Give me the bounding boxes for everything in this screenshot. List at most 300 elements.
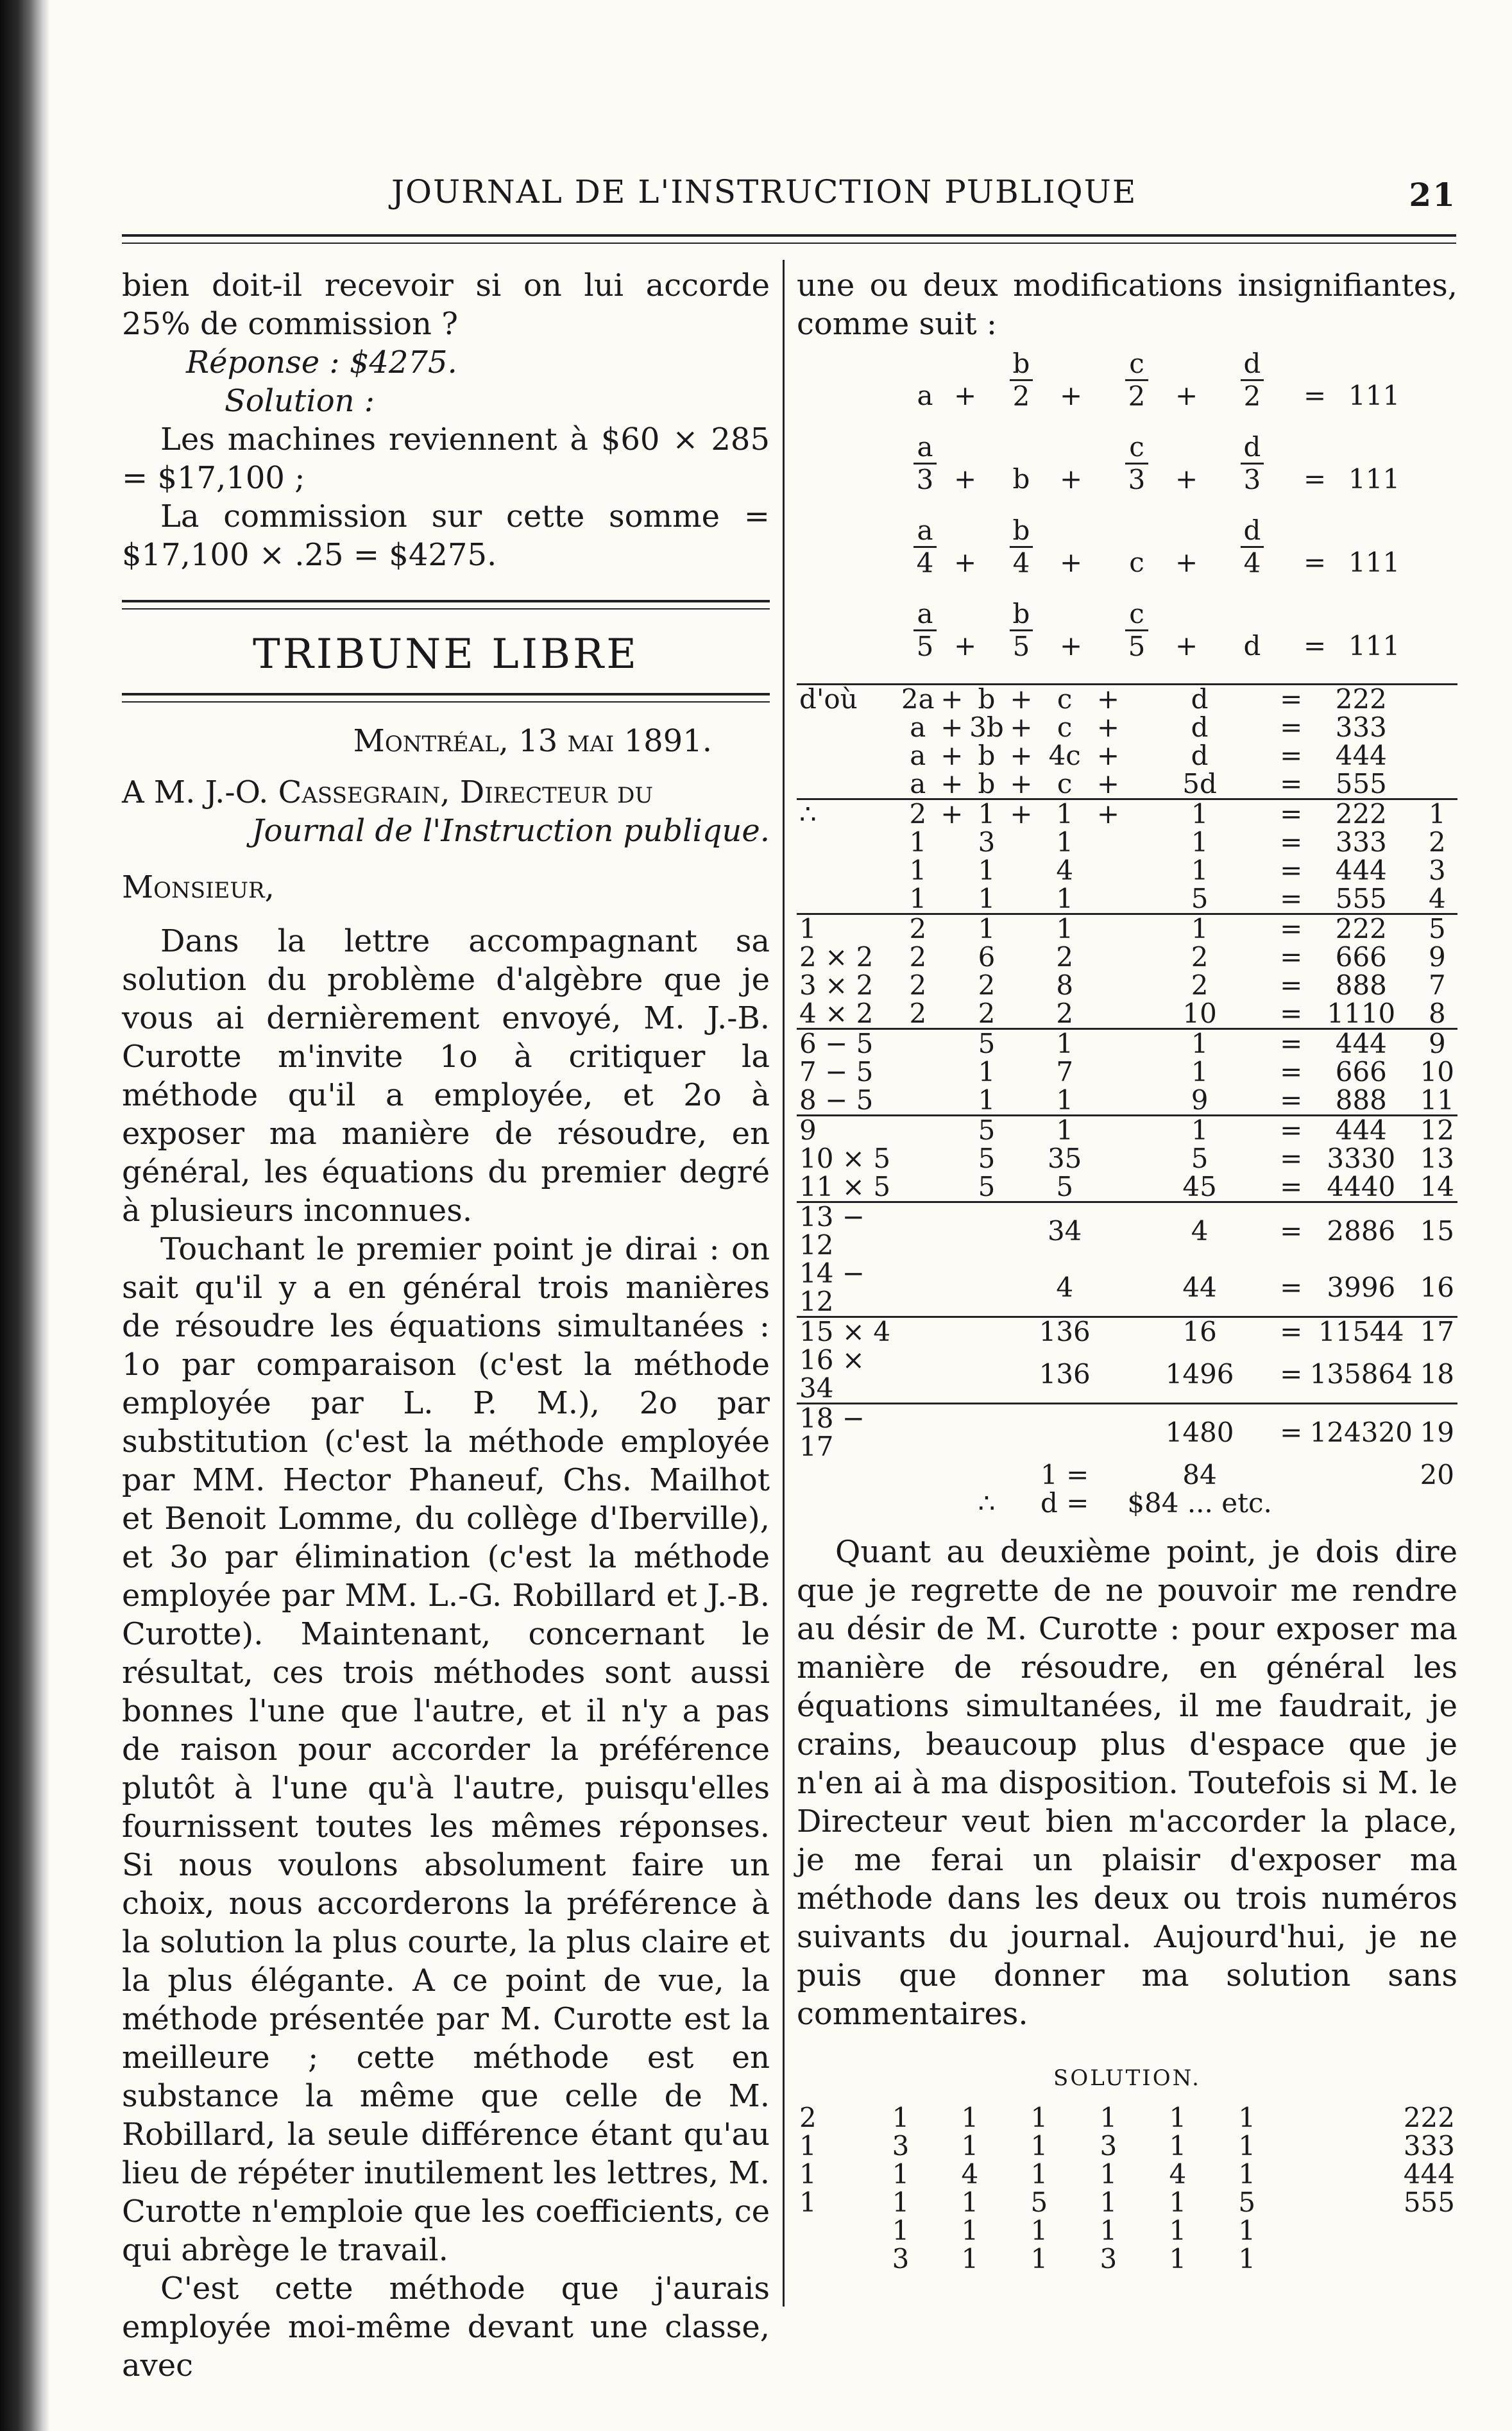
table-cell: 4	[1056, 1272, 1074, 1303]
elimination-grid	[797, 685, 1457, 1517]
plus-sign: +	[1060, 463, 1083, 495]
table-cell: 1496	[1165, 1358, 1234, 1390]
table-cell	[938, 828, 967, 857]
plus-sign: +	[1060, 630, 1083, 661]
table-cell: =	[1280, 683, 1303, 715]
table-cell: 9	[1417, 1029, 1457, 1059]
table-cell	[797, 713, 898, 742]
table-cell: 9	[1428, 941, 1446, 973]
table-cell: 7	[1428, 969, 1446, 1001]
table-cell	[1007, 1404, 1036, 1462]
table-cell: 4440	[1327, 1171, 1396, 1202]
table-cell: 5	[966, 1116, 1007, 1145]
equation-term: c 3	[1117, 433, 1156, 494]
table-cell	[1417, 770, 1457, 799]
left-column	[122, 266, 770, 2385]
table-cell: a	[910, 740, 926, 771]
table-cell	[1094, 1029, 1123, 1059]
table-cell: a	[910, 768, 926, 799]
table-cell	[1007, 1317, 1036, 1347]
table-cell	[1094, 1202, 1123, 1260]
table-cell	[938, 914, 967, 944]
table-cell	[938, 1346, 967, 1404]
plus-sign: +	[1060, 547, 1083, 578]
table-cell: 1	[909, 855, 927, 886]
table-cell: 3330	[1327, 1143, 1396, 1174]
table-cell: 12	[1417, 1116, 1457, 1145]
equation-rhs: 111	[1348, 380, 1400, 411]
solution-cell	[1282, 2245, 1457, 2273]
table-cell	[797, 742, 898, 770]
table-cell: +	[940, 683, 964, 715]
plus-sign: +	[954, 463, 977, 495]
table-cell: 5	[1417, 914, 1457, 944]
solution-cell	[1282, 2217, 1457, 2245]
table-cell	[1094, 857, 1123, 885]
address-line-2: Journal de l'Instruction publique.	[251, 813, 770, 849]
solution-row	[797, 2160, 1457, 2188]
answer-line: Réponse : $4275.	[186, 345, 457, 380]
table-cell: 1	[966, 799, 1007, 829]
table-row	[797, 770, 1457, 799]
table-cell	[1094, 1145, 1123, 1173]
solution-cell: 555	[1403, 2187, 1455, 2218]
table-cell: =	[1280, 941, 1303, 973]
solution-cell: 1	[1030, 2243, 1048, 2274]
table-cell: 2	[978, 969, 996, 1001]
table-cell: 2	[978, 998, 996, 1029]
plus-sign: +	[1175, 630, 1198, 661]
solution-cell	[797, 2217, 866, 2245]
table-cell: 2	[909, 941, 927, 973]
table-cell	[1305, 1489, 1417, 1517]
solution-cell: 1	[892, 2158, 910, 2190]
table-row	[797, 943, 1457, 971]
solution-cell: 333	[1403, 2130, 1455, 2162]
equation-term: b 5	[1002, 600, 1041, 661]
table-cell	[797, 1489, 898, 1517]
solution-cell: 1	[961, 2243, 979, 2274]
table-cell: 34	[1035, 1202, 1094, 1260]
table-cell: 1480	[1123, 1404, 1277, 1462]
table-cell	[1007, 828, 1036, 857]
table-cell: 136	[1035, 1317, 1094, 1347]
table-cell: 444	[1335, 740, 1387, 771]
table-cell	[1007, 1058, 1036, 1086]
table-cell: 5d	[1182, 768, 1217, 799]
solution-cell: 1	[1030, 2130, 1048, 2162]
table-cell	[938, 1145, 967, 1173]
solution-cell: 444	[1403, 2158, 1455, 2190]
table-cell	[938, 1000, 967, 1029]
plus-sign: +	[1175, 547, 1198, 578]
table-cell	[938, 1489, 967, 1517]
table-cell	[898, 1145, 938, 1173]
table-cell: 17	[1417, 1317, 1457, 1347]
solution-cell: 1	[1030, 2102, 1048, 2133]
table-cell	[938, 1202, 967, 1260]
table-cell: 1	[978, 883, 996, 914]
table-cell	[938, 885, 967, 914]
table-cell: 1	[1056, 826, 1074, 858]
table-cell	[898, 1086, 938, 1116]
table-cell	[938, 1404, 967, 1462]
table-row	[797, 1259, 1457, 1317]
table-cell: 7 − 5	[799, 1056, 874, 1088]
solution-row	[797, 2245, 1457, 2273]
table-cell: 1	[1123, 914, 1277, 944]
equation-term: b	[1012, 463, 1030, 495]
table-cell	[898, 1058, 938, 1086]
equation-term: a 3	[906, 433, 944, 494]
table-cell	[1007, 1029, 1036, 1059]
table-cell	[938, 1086, 967, 1116]
table-cell: 15	[1417, 1202, 1457, 1260]
plus-sign: +	[954, 380, 977, 411]
table-cell: c	[1057, 683, 1073, 715]
equation-term: d 3	[1233, 433, 1271, 494]
table-cell: +	[1094, 799, 1123, 829]
table-cell: +	[1096, 712, 1120, 743]
table-cell	[898, 1202, 938, 1260]
table-cell	[1007, 885, 1036, 914]
solution-cell: 3	[892, 2130, 910, 2162]
equation-term: d	[1243, 630, 1261, 661]
solution-cell: 1	[1030, 2158, 1048, 2190]
right-paragraph: Quant au deuxième point, je dois dire que je regrette de ne pouvoir me rendre au désir de M. Curotte : pour exposer ma manière de résoudre, en général les équations simultanées, il me faudrait, je crains, beaucoup plus d'espace que je n'en ai à ma disposition. Toutefois si M. le Directeur veut bien m'accorder la place, je me ferai un plaisir d'exposer ma méthode dans les deux ou trois numéros suivants du journal. Aujourd'hui, je ne puis que donner ma solution sans commentaires.	[797, 1534, 1457, 2032]
table-cell: =	[1277, 1029, 1305, 1059]
table-cell	[1094, 1346, 1123, 1404]
plus-sign: +	[954, 547, 977, 578]
solution-cell: 2	[799, 2102, 817, 2133]
intro-line-1: bien doit-il recevoir si on lui accorde 25% de commission ?	[122, 268, 770, 342]
table-cell	[966, 1346, 1007, 1404]
solution-cell: 1	[1238, 2158, 1256, 2190]
equals-sign: =	[1304, 547, 1327, 578]
table-cell: 1	[1056, 883, 1074, 914]
table-cell	[797, 770, 898, 799]
table-cell	[966, 1259, 1007, 1317]
equals-sign: =	[1304, 630, 1327, 661]
table-cell: 1	[1035, 1029, 1094, 1059]
table-cell: b	[978, 740, 996, 771]
table-row	[797, 857, 1457, 885]
table-cell: 10 × 5	[799, 1143, 891, 1174]
table-cell	[1094, 1000, 1123, 1029]
table-cell	[1007, 1086, 1036, 1116]
table-cell: 20	[1420, 1459, 1455, 1490]
table-cell: 1	[1191, 826, 1209, 858]
table-cell: 11544	[1305, 1317, 1417, 1347]
table-cell	[1094, 1404, 1123, 1462]
table-cell	[966, 1317, 1007, 1347]
solution-row	[797, 2217, 1457, 2245]
table-cell	[1417, 685, 1457, 713]
table-cell	[938, 857, 967, 885]
table-cell: =	[1280, 1358, 1303, 1390]
table-row	[797, 828, 1457, 857]
table-cell: +	[1010, 740, 1033, 771]
solution-cell: 1	[799, 2187, 817, 2218]
table-cell: 1	[909, 883, 927, 914]
table-cell: 18 − 17	[797, 1404, 898, 1462]
table-cell	[797, 857, 898, 885]
table-cell: 1	[1035, 914, 1094, 944]
table-cell: a	[910, 712, 926, 743]
table-cell	[938, 1461, 967, 1489]
table-cell: b	[978, 768, 996, 799]
header-double-rule	[122, 234, 1456, 244]
table-row	[797, 1029, 1457, 1059]
solution-cell: 1	[1169, 2243, 1187, 2274]
solution-cell: 1	[1030, 2215, 1048, 2246]
solution-cell: 4	[1169, 2158, 1187, 2190]
table-cell: 13	[1420, 1143, 1455, 1174]
table-cell: 1	[1123, 1029, 1277, 1059]
table-cell: 1	[1417, 799, 1457, 829]
table-cell	[1007, 1346, 1036, 1404]
table-cell: =	[1277, 799, 1305, 829]
table-cell	[1007, 1489, 1036, 1517]
table-row	[797, 713, 1457, 742]
table-cell	[1417, 742, 1457, 770]
table-cell: 9	[1191, 1084, 1209, 1116]
solution-cell: 1	[1238, 2130, 1256, 2162]
solution-cell: 1	[1100, 2158, 1117, 2190]
table-row	[797, 1489, 1457, 1517]
solution-grid	[797, 2104, 1457, 2273]
table-cell: 888	[1335, 969, 1387, 1001]
solution-cell: 4	[961, 2158, 979, 2190]
table-cell: =	[1280, 855, 1303, 886]
table-cell: 14 − 12	[799, 1258, 865, 1317]
table-cell: =	[1277, 914, 1305, 944]
table-cell	[1305, 1461, 1417, 1489]
solution-cell: 222	[1403, 2102, 1455, 2133]
table-row	[797, 971, 1457, 1000]
table-row	[797, 1058, 1457, 1086]
solution-cell: 1	[1169, 2187, 1187, 2218]
table-cell: 1	[797, 914, 898, 944]
solution-cell: 1	[961, 2130, 979, 2162]
table-cell: $84 ... etc.	[1127, 1487, 1272, 1519]
table-cell: 2	[1056, 998, 1074, 1029]
table-cell: 222	[1305, 914, 1417, 944]
table-row	[797, 1000, 1457, 1029]
solution-cell: 1	[1238, 2215, 1256, 2246]
table-cell: 35	[1047, 1143, 1082, 1174]
paragraph-1: Dans la lettre accompagnant sa solution du problème d'algèbre que je vous ai dernièrement envoyé, M. J.-B. Curotte m'invite 1o à critiquer la méthode qu'il a employée, et 2o à exposer ma manière de résoudre, en général, les équations du premier degré à plusieurs inconnues.	[122, 923, 770, 1229]
table-cell: =	[1277, 1116, 1305, 1145]
equation-rhs: 111	[1348, 630, 1400, 661]
table-cell	[1417, 1489, 1457, 1517]
table-cell: =	[1280, 998, 1303, 1029]
book-binding-edge	[0, 0, 50, 2431]
table-cell: 4c	[1048, 740, 1081, 771]
table-cell	[1094, 1116, 1123, 1145]
table-cell: c	[1057, 712, 1073, 743]
solution-cell: 3	[892, 2243, 910, 2274]
table-cell	[1094, 1317, 1123, 1347]
table-cell	[1007, 914, 1036, 944]
table-cell: =	[1280, 1272, 1303, 1303]
table-cell: 16	[1420, 1272, 1455, 1303]
table-cell	[898, 1259, 938, 1317]
table-cell	[898, 1489, 938, 1517]
table-cell: =	[1280, 883, 1303, 914]
table-cell: 2	[1056, 941, 1074, 973]
solution-cell: 1	[892, 2102, 910, 2133]
table-cell: 2886	[1305, 1202, 1417, 1260]
table-cell	[797, 1461, 898, 1489]
solution-line-1: Les machines reviennent à $60 × 285 = $17,100 ;	[122, 422, 770, 496]
table-cell	[1094, 828, 1123, 857]
section-title: TRIBUNE LIBRE	[253, 631, 639, 678]
table-cell: 1	[909, 826, 927, 858]
table-cell: 8	[1428, 998, 1446, 1029]
address-line-1: A M. J.-O. Cassegrain, Directeur du	[122, 774, 653, 810]
table-cell	[898, 1317, 938, 1347]
table-cell: 222	[1305, 799, 1417, 829]
table-row	[797, 685, 1457, 713]
table-cell: +	[1096, 768, 1120, 799]
solution-cell: 5	[1238, 2187, 1256, 2218]
table-cell: +	[1096, 740, 1120, 771]
table-cell	[1007, 857, 1036, 885]
table-cell: =	[1280, 740, 1303, 771]
solution-cell: 1	[1238, 2243, 1256, 2274]
table-cell	[797, 828, 898, 857]
table-cell: 16 × 34	[799, 1344, 865, 1404]
table-cell: 2a	[901, 683, 935, 715]
table-cell: d	[1191, 712, 1209, 743]
section-rule-bottom	[122, 693, 770, 703]
table-cell	[966, 1404, 1007, 1462]
journal-title: JOURNAL DE L'INSTRUCTION PUBLIQUE	[391, 173, 1137, 210]
table-cell: +	[1010, 683, 1033, 715]
table-cell: 136	[1039, 1358, 1091, 1390]
table-cell: =	[1280, 712, 1303, 743]
table-cell	[1007, 1173, 1036, 1202]
table-row	[797, 1461, 1457, 1489]
table-cell	[1094, 971, 1123, 1000]
table-cell	[797, 885, 898, 914]
table-cell: +	[1007, 799, 1036, 829]
equation-term: a 4	[906, 516, 944, 577]
table-cell	[898, 1461, 938, 1489]
equation-row	[797, 350, 1438, 433]
table-cell: =	[1280, 1171, 1303, 1202]
table-cell	[938, 1029, 967, 1059]
table-cell: +	[940, 712, 964, 743]
table-cell: 2	[1191, 941, 1209, 973]
table-cell	[938, 1058, 967, 1086]
table-cell	[898, 1173, 938, 1202]
table-cell: 555	[1335, 768, 1387, 799]
table-cell	[1094, 943, 1123, 971]
table-cell	[938, 971, 967, 1000]
table-cell: 3b	[969, 712, 1004, 743]
salutation: Monsieur,	[122, 869, 275, 905]
table-cell	[1094, 1058, 1123, 1086]
table-cell: 6 − 5	[797, 1029, 898, 1059]
table-cell: +	[1010, 712, 1033, 743]
table-cell: ∴	[978, 1487, 996, 1519]
table-cell: 2	[909, 998, 927, 1029]
table-row	[797, 1404, 1457, 1462]
solution-table	[797, 2104, 1457, 2273]
table-cell: b	[978, 683, 996, 715]
equals-sign: =	[1304, 463, 1327, 495]
solution-cell: 1	[799, 2130, 817, 2162]
solution-cell: 5	[1030, 2187, 1048, 2218]
table-cell: d =	[1040, 1487, 1089, 1519]
solution-cell: 1	[1100, 2187, 1117, 2218]
table-row	[797, 742, 1457, 770]
table-cell: 5	[1191, 1143, 1209, 1174]
table-row	[797, 1317, 1457, 1347]
table-cell: 1	[1123, 799, 1277, 829]
solution-cell: 1	[1169, 2102, 1187, 2133]
table-cell: 333	[1335, 712, 1387, 743]
solution-cell: 1	[1100, 2102, 1117, 2133]
table-cell: =	[1280, 1056, 1303, 1088]
table-cell	[1007, 1145, 1036, 1173]
solution-cell	[797, 2245, 866, 2273]
table-cell: 5	[978, 1143, 996, 1174]
equation-system	[797, 350, 1457, 683]
equation-term: b 2	[1002, 350, 1041, 411]
table-cell: 44	[1182, 1272, 1217, 1303]
table-cell: 9	[797, 1116, 898, 1145]
solution-row	[797, 2104, 1457, 2132]
table-cell: 444	[1305, 1116, 1417, 1145]
table-cell	[1035, 1404, 1094, 1462]
table-cell: ∴	[797, 799, 898, 829]
table-cell: d	[1191, 683, 1209, 715]
table-cell: +	[940, 740, 964, 771]
table-cell	[1094, 1489, 1123, 1517]
table-cell: 4 × 2	[799, 998, 874, 1029]
table-cell: 16	[1123, 1317, 1277, 1347]
equation-term: d 4	[1233, 516, 1271, 577]
table-cell: 1	[1035, 799, 1094, 829]
equation-term: a 5	[906, 600, 944, 661]
table-cell: =	[1280, 1143, 1303, 1174]
table-cell	[1007, 1000, 1036, 1029]
table-cell: 8	[1056, 969, 1074, 1001]
table-cell	[1007, 1202, 1036, 1260]
table-cell	[1094, 1461, 1123, 1489]
table-cell: 84	[1182, 1459, 1217, 1490]
column-divider	[783, 260, 785, 2307]
table-cell	[938, 1259, 967, 1317]
table-cell: 4	[1056, 855, 1074, 886]
table-cell: 18	[1420, 1358, 1455, 1390]
table-cell	[1277, 1489, 1305, 1517]
equation-term: c	[1129, 547, 1144, 578]
solution-cell: 1	[961, 2187, 979, 2218]
table-cell: 8 − 5	[799, 1084, 874, 1116]
table-cell: 3	[978, 826, 996, 858]
plus-sign: +	[1175, 463, 1198, 495]
solution-cell: 1	[892, 2187, 910, 2218]
equation-term: c 5	[1117, 600, 1156, 661]
table-cell	[966, 1461, 1007, 1489]
solution-cell: 3	[1100, 2243, 1117, 2274]
table-cell: 444	[1335, 855, 1387, 886]
table-cell: 1	[1035, 1116, 1094, 1145]
